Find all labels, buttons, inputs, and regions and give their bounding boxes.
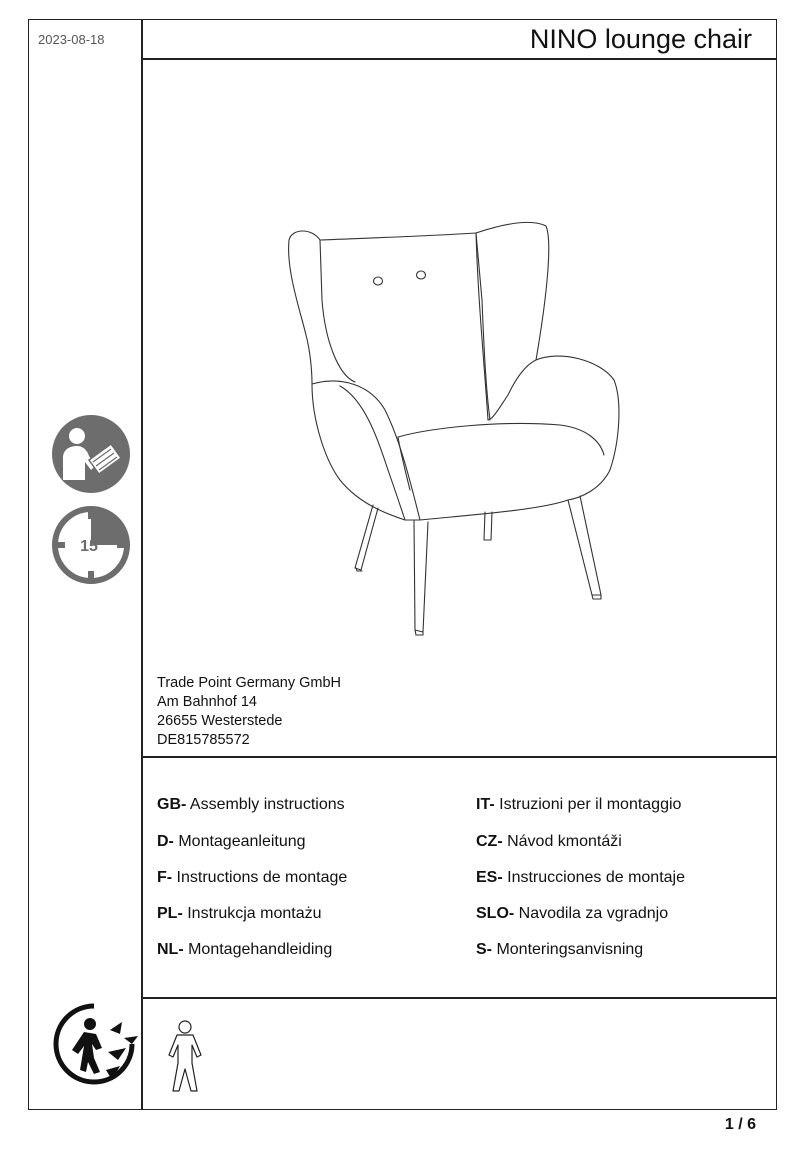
street-address: Am Bahnhof 14 [157, 694, 257, 710]
address-divider [141, 756, 777, 758]
language-item-nl: NL- Montagehandleiding [157, 941, 333, 958]
language-item-it: IT- Istruzioni per il montaggio [476, 796, 682, 813]
language-item-cz: CZ- Návod kmontáži [476, 833, 622, 850]
page-number: 1 / 6 [724, 1116, 756, 1133]
document-date: 2023-08-18 [38, 32, 105, 47]
language-item-es: ES- Instrucciones de montaje [476, 869, 685, 886]
language-item-f: F- Instructions de montage [157, 869, 348, 886]
language-item-slo: SLO- Navodila za vgradnjo [476, 905, 669, 922]
language-item-d: D- Montageanleitung [157, 833, 306, 850]
manufacturer-address [157, 674, 341, 750]
languages-divider [141, 997, 777, 999]
city-address: 26655 Westerstede [157, 713, 283, 729]
company-name: Trade Point Germany GmbH [157, 675, 341, 691]
left-column-divider [141, 19, 143, 1110]
clock-icon [51, 505, 131, 585]
vat-number: DE815785572 [157, 732, 250, 748]
header-divider [141, 58, 777, 60]
language-item-pl: PL- Instrukcja montażu [157, 905, 322, 922]
page-title: NINO lounge chair [529, 24, 752, 54]
language-item-s: S- Monteringsanvisning [476, 941, 644, 958]
chair-illustration [270, 215, 630, 645]
recycle-person-icon [50, 1000, 138, 1088]
language-item-gb: GB- Assembly instructions [157, 796, 345, 813]
manual-reading-icon [51, 414, 131, 494]
clock-time-label: 15 [80, 538, 98, 555]
person-icon [163, 1019, 207, 1093]
